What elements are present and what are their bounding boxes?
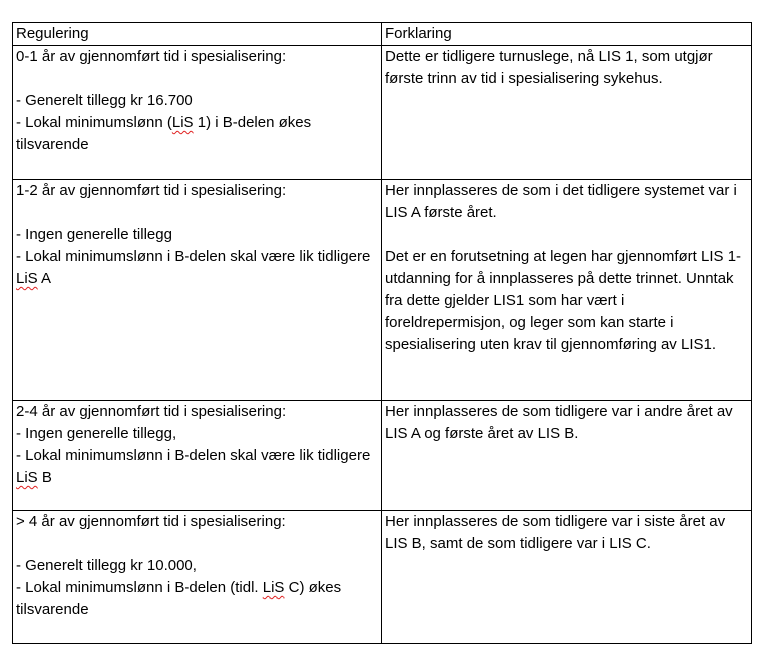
row-item: - Ingen generelle tillegg — [16, 226, 172, 243]
row-item: - Generelt tillegg kr 16.700 — [16, 92, 193, 109]
row-item-last: - Lokal minimumslønn i B-delen skal være lik tidligere LiS A — [16, 248, 375, 287]
row-item-last: - Lokal minimumslønn i B-delen (tidl. LiS C) økes tilsvarende — [16, 579, 346, 618]
header-forklaring: Forklaring — [382, 23, 752, 46]
forklaring-cell — [382, 180, 752, 401]
explanation-paragraph: Her innplasseres de som i det tidligere systemet var i LIS A første året. — [385, 182, 741, 221]
table-header-row — [13, 23, 752, 46]
row-item-last: - Lokal minimumslønn (LiS 1) i B-delen økes tilsvarende — [16, 114, 316, 153]
header-regulering: Regulering — [13, 23, 382, 46]
explanation-paragraph: Her innplasseres de som tidligere var i siste året av LIS B, samt de som tidligere var i LIS C. — [385, 513, 730, 552]
forklaring-cell — [382, 401, 752, 511]
row-heading: 1-2 år av gjennomført tid i spesialisering: — [16, 182, 287, 199]
table-row — [13, 180, 752, 401]
explanation-paragraph: Dette er tidligere turnuslege, nå LIS 1, som utgjør første trinn av tid i spesialisering sykehus. — [385, 48, 717, 87]
explanation-paragraph: Det er en forutsetning at legen har gjennomført LIS 1- utdanning for å innplasseres på dette trinnet. Unntak fra dette gjelder LIS1 som har vært i foreldrepermisjon, og leger som kan starte i spesialisering uten krav til gjennomføring av LIS1. — [385, 248, 746, 353]
regulering-cell — [13, 180, 382, 401]
table-row — [13, 46, 752, 180]
spellcheck-mark: LiS — [171, 114, 194, 131]
regulering-cell — [13, 46, 382, 180]
spellcheck-mark: LiS — [262, 579, 285, 596]
forklaring-cell — [382, 511, 752, 644]
forklaring-cell — [382, 46, 752, 180]
spellcheck-mark: LiS — [16, 469, 38, 486]
table-row — [13, 511, 752, 644]
row-item: - Ingen generelle tillegg, — [16, 425, 177, 442]
explanation-paragraph: Her innplasseres de som tidligere var i andre året av LIS A og første året av LIS B. — [385, 403, 737, 442]
row-heading: 0-1 år av gjennomført tid i spesialisering: — [16, 48, 287, 65]
row-item: - Generelt tillegg kr 10.000, — [16, 557, 197, 574]
table-row — [13, 401, 752, 511]
row-heading: > 4 år av gjennomført tid i spesialisering: — [16, 513, 286, 530]
regulering-cell — [13, 401, 382, 511]
regulation-table — [12, 22, 752, 644]
row-item-last: - Lokal minimumslønn i B-delen skal være lik tidligere LiS B — [16, 447, 375, 486]
row-heading: 2-4 år av gjennomført tid i spesialisering: — [16, 403, 287, 420]
spellcheck-mark: LiS — [16, 270, 38, 287]
regulering-cell — [13, 511, 382, 644]
